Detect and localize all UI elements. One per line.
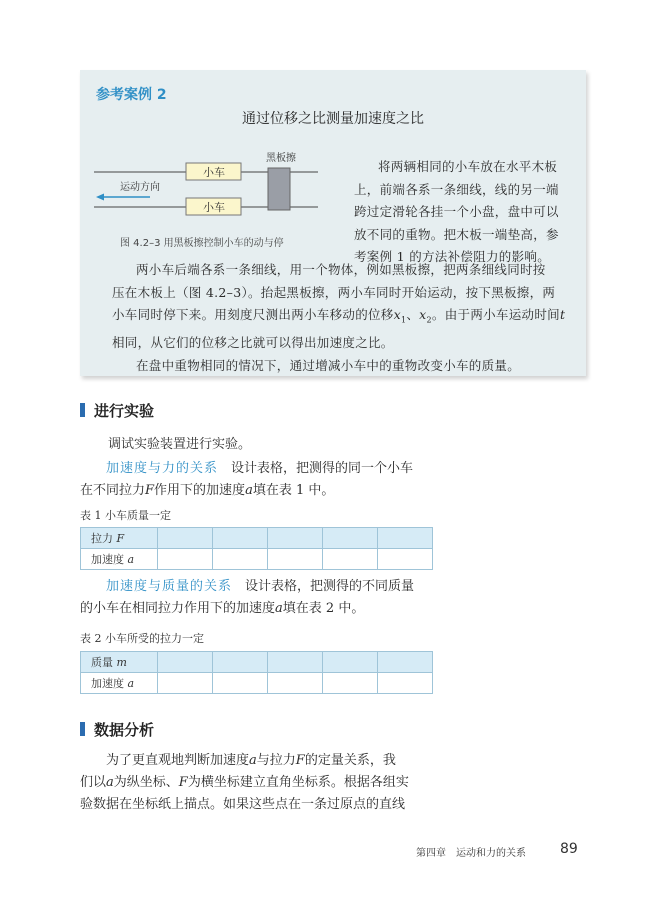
analysis-text: 为纵坐标、	[113, 775, 179, 790]
table-cell	[378, 652, 433, 673]
experiment-intro: 调试实验装置进行实验。	[108, 437, 252, 452]
sub-2: 2	[426, 315, 432, 325]
table-cell	[268, 528, 323, 549]
table-cell	[213, 528, 268, 549]
table1	[80, 527, 433, 570]
case-right-line: 放不同的重物。把木板一端垫高，参	[354, 226, 559, 242]
table-cell: 质量 m	[81, 652, 158, 673]
var-t: t	[559, 307, 566, 322]
case-para-line: 压在木板上（图 4.2–3）。抬起黑板擦，两小车同时开始运动，按下黑板擦，两	[112, 284, 556, 300]
table-cell: 加速度 a	[81, 673, 158, 694]
footer-chapter: 第四章 运动和力的关系	[416, 848, 526, 859]
eraser-label: 黑板擦	[266, 153, 296, 164]
force-text: 在不同拉力	[80, 483, 146, 498]
direction-arrow-icon	[96, 194, 104, 201]
section-marker	[80, 722, 85, 736]
case-para-text: 。由于两小车运动时间	[431, 307, 560, 322]
case-right-paragraph	[354, 156, 564, 269]
analysis-paragraph	[80, 750, 420, 816]
case-right-line: 跨过定滑轮各挂一个小盘，盘中可以	[354, 204, 559, 219]
sub-1: 1	[400, 315, 407, 325]
eraser-shape	[268, 168, 290, 210]
mass-text: 的小车在相同拉力作用下的加速度	[80, 601, 276, 616]
mass-text: 填在表 2 中。	[282, 601, 365, 616]
case-heading: 通过位移之比测量加速度之比	[242, 111, 424, 127]
var-x: x	[393, 307, 401, 322]
table2	[80, 651, 433, 694]
figure-caption: 图 4.2–3 用黑板擦控制小车的动与停	[120, 238, 284, 249]
table-cell	[268, 652, 323, 673]
table-row	[81, 673, 433, 694]
table-cell	[378, 549, 433, 570]
force-text: 设计表格，把测得的同一个小车	[231, 461, 414, 476]
force-text: 填在表 1 中。	[252, 483, 335, 498]
table2-caption: 表 2 小车所受的拉力一定	[80, 632, 204, 645]
table-row	[81, 549, 433, 570]
direction-label: 运动方向	[120, 182, 160, 193]
var-a: a	[249, 753, 257, 768]
table-cell	[213, 549, 268, 570]
case-right-line: 将两辆相同的小车放在水平木板	[378, 159, 558, 174]
page-number: 89	[560, 841, 578, 857]
var-F: F	[295, 753, 305, 768]
var-a: a	[275, 601, 283, 616]
table-cell	[323, 652, 378, 673]
case-para-line	[112, 304, 572, 332]
table-cell	[158, 652, 213, 673]
table-row	[81, 652, 433, 673]
var-F: F	[145, 483, 155, 498]
table-cell	[323, 549, 378, 570]
var-x: x	[419, 307, 427, 322]
case-para-text: 、	[406, 307, 420, 322]
top-cart-label: 小车	[203, 166, 225, 179]
analysis-text: 为了更直观地判断加速度	[106, 753, 250, 768]
case-label: 参考案例 2	[96, 87, 167, 103]
case-para-line: 在盘中重物相同的情况下，通过增减小车中的重物改变小车的质量。	[136, 357, 521, 373]
table-cell	[323, 528, 378, 549]
case-para-text: 小车同时停下来。用刻度尺测出两小车移动的位移	[112, 307, 394, 322]
case-bottom-paragraphs	[112, 259, 572, 377]
table1-caption: 表 1 小车质量一定	[80, 509, 171, 522]
table-cell: 拉力 F	[81, 528, 158, 549]
analysis-text: 验数据在坐标纸上描点。如果这些点在一条过原点的直线	[80, 797, 406, 812]
table-cell	[158, 673, 213, 694]
case-para-line: 相同，从它们的位移之比就可以得出加速度之比。	[112, 335, 394, 350]
analysis-text: 与拉力	[256, 753, 296, 768]
analysis-text: 的定量关系，我	[304, 753, 396, 768]
table-cell	[378, 673, 433, 694]
table-cell	[323, 673, 378, 694]
table-cell	[158, 528, 213, 549]
table-cell	[378, 528, 433, 549]
mass-paragraph	[80, 576, 420, 620]
var-a: a	[106, 775, 114, 790]
table-row	[81, 528, 433, 549]
bottom-cart-label: 小车	[203, 201, 225, 214]
section-title-experiment: 进行实验	[94, 402, 155, 420]
table-cell	[213, 673, 268, 694]
section-title-analysis: 数据分析	[94, 721, 155, 739]
force-text: 作用下的加速度	[154, 483, 246, 498]
cart-figure	[88, 150, 328, 230]
table-cell	[213, 652, 268, 673]
table-cell: 加速度 a	[81, 549, 158, 570]
table-cell	[158, 549, 213, 570]
table-cell	[268, 673, 323, 694]
force-keyword: 加速度与力的关系	[106, 461, 219, 476]
force-paragraph	[80, 458, 420, 502]
case-right-line: 上，前端各系一条细线，线的另一端	[354, 181, 559, 197]
mass-text: 设计表格，把测得的不同质量	[245, 579, 415, 594]
case-para-line: 两小车后端各系一条细线，用一个物体，例如黑板擦，把两条细线同时按	[136, 262, 546, 277]
var-F: F	[178, 775, 188, 790]
case-right-line: 考案例 1 的方法补偿阻力的影响。	[354, 249, 551, 264]
analysis-text: 为横坐标建立直角坐标系。根据各组实	[187, 775, 409, 790]
mass-keyword: 加速度与质量的关系	[106, 579, 233, 594]
section-marker	[80, 403, 85, 417]
analysis-text: 们以	[80, 775, 107, 790]
var-a: a	[245, 483, 253, 498]
table-cell	[268, 549, 323, 570]
